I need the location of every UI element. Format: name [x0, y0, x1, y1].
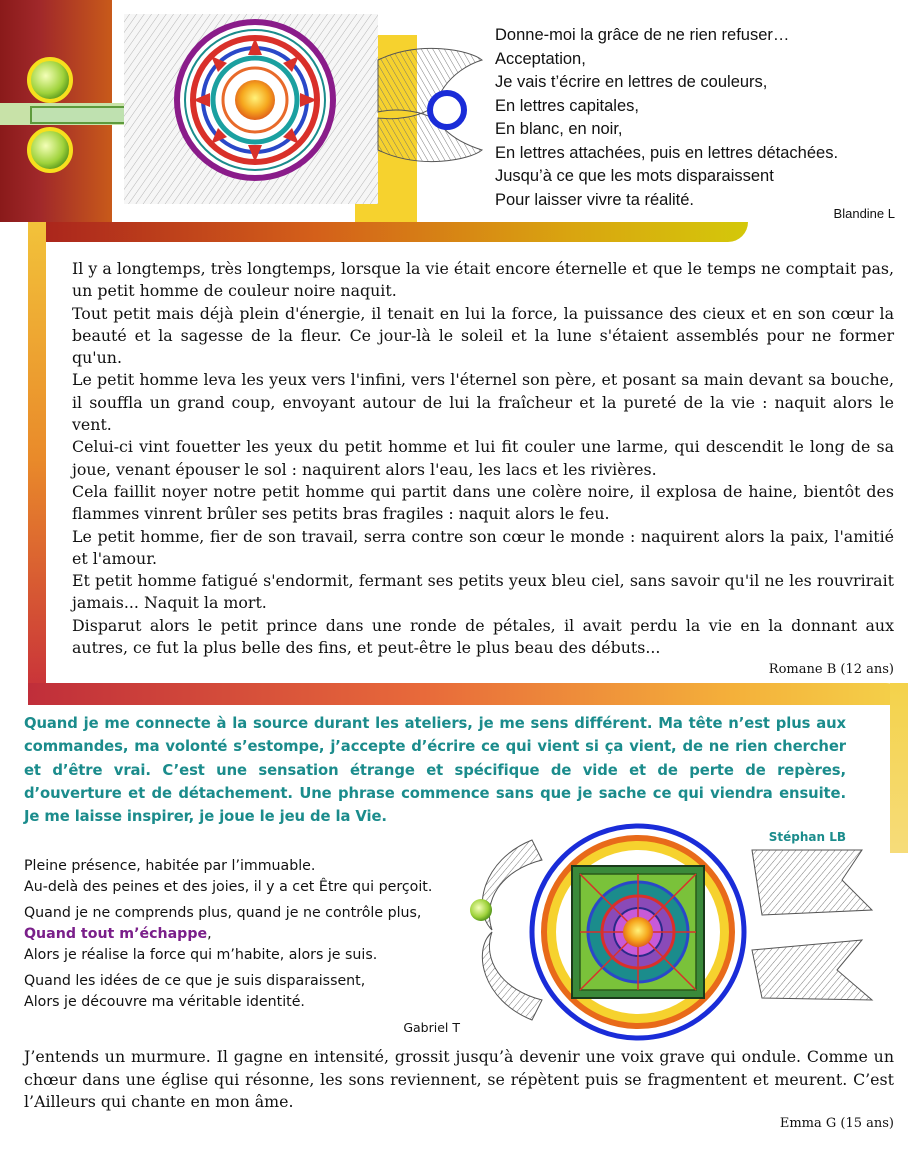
- story-paragraph: Tout petit mais déjà plein d'énergie, il tenait en lui la force, la puissance des cieux et en son cœur la beauté et la sagesse de la fleur. Ce jour-là le soleil et la lune s'étaient assemblés pour ne former qu'un.: [72, 303, 894, 368]
- poem-line: Je vais t’écrire en lettres de couleurs,: [495, 73, 768, 91]
- story-paragraph: Disparut alors le petit prince dans une ronde de pétales, il avait perdu la vie en la donnant aux autres, ce fut la plus belle des fins, et peut-être le plus beau des débuts...: [72, 615, 894, 658]
- story-paragraph: Cela faillit noyer notre petit homme qui partit dans une colère noire, il explosa de haine, bientôt des flammes vinrent brûler ses petits bras fragiles : naquit alors le feu.: [72, 481, 894, 524]
- story-paragraph: Et petit homme fatigué s'endormit, fermant ses petits yeux bleu ciel, sans savoir qu'il ne les rouvrirait jamais... Naquit la mort.: [72, 571, 894, 613]
- author-blandine: Blandine L: [833, 206, 895, 221]
- poem-line: Alors je découvre ma véritable identité.: [24, 994, 305, 1010]
- gabriel-poem: [24, 856, 464, 1018]
- poem-line: Donne-moi la grâce de ne rien refuser…: [495, 26, 790, 44]
- poem-stanza: [24, 903, 464, 966]
- story-paragraph: Il y a longtemps, très longtemps, lorsque la vie était encore éternelle et que le temps ne comptait pas, un petit homme de couleur noire naquit.: [72, 259, 894, 301]
- decorative-gradient-band-left: [28, 222, 46, 697]
- top-mandala-artwork: [0, 0, 490, 225]
- poem-stanza: [24, 856, 464, 898]
- author-stephan: Stéphan LB: [768, 830, 846, 844]
- author-emma: Emma G (15 ans): [779, 1116, 894, 1131]
- author-gabriel: Gabriel T: [403, 1020, 460, 1035]
- decorative-gradient-band-top: [28, 222, 748, 242]
- poem-stanza: [24, 971, 464, 1013]
- bottom-mandala-artwork: [462, 820, 902, 1045]
- story-text: [72, 258, 894, 659]
- poem-line: Pour laisser vivre ta réalité.: [495, 190, 694, 209]
- author-romane: Romane B (12 ans): [768, 662, 894, 677]
- poem-line: Au-delà des peines et des joies, il y a cet Être qui perçoit.: [24, 879, 433, 895]
- poem-line: Alors je réalise la force qui m’habite, alors je suis.: [24, 947, 378, 963]
- story-paragraph: Le petit homme, fier de son travail, serra contre son cœur le monde : naquirent alors la paix, l'amitié et l'amour.: [72, 526, 894, 568]
- highlighted-text: Quand tout m’échappe: [24, 926, 208, 942]
- poem-line: En blanc, en noir,: [495, 120, 623, 138]
- poem-line: Acceptation,: [495, 49, 586, 68]
- poem-top: [495, 24, 915, 212]
- story-paragraph: Le petit homme leva les yeux vers l'infini, vers l'éternel son père, et posant sa main devant sa bouche, il souffla un grand coup, envoyant autour de lui la fraîcheur et la pureté de la vie : naquit alors le vent.: [72, 370, 894, 435]
- poem-line: En lettres capitales,: [495, 96, 639, 115]
- poem-line: Quand les idées de ce que je suis disparaissent,: [24, 973, 366, 989]
- comma: ,: [207, 926, 212, 942]
- poem-line: Quand je ne comprends plus, quand je ne contrôle plus,: [24, 905, 422, 921]
- poem-line: Pleine présence, habitée par l’immuable.: [24, 858, 316, 874]
- story-paragraph: Celui-ci vint fouetter les yeux du petit homme et lui fit couler une larme, qui descendit le long de sa joue, venant épouser le sol : naquirent alors l'eau, les lacs et les rivières.: [72, 437, 894, 479]
- decorative-gradient-band-middle: [28, 683, 908, 705]
- stephan-text: Quand je me connecte à la source durant les ateliers, je me sens différent. Ma tête n’est plus aux commandes, ma volonté s’estompe, j’accepte d’écrire ce qui vient si ça vient, de ne rien chercher et d’être vrai. C’est une sensation étrange et spécifique de vide et de perte de repères, d’ouverture et de détachement. Une phrase commence sans que je sache ce qui viendra ensuite. Je me laisse inspirer, je joue le jeu de la Vie.: [24, 715, 846, 826]
- emma-paragraph: J’entends un murmure. Il gagne en intensité, grossit jusqu’à devenir une voix grave qui ondule. Comme un chœur dans une église qui résonne, les sons reviennent, se répètent puis se fragmentent et meurent. C’est l’Ailleurs qui chante en mon âme.: [24, 1047, 894, 1111]
- poem-line: En lettres attachées, puis en lettres détachées.: [495, 143, 839, 162]
- emma-text: [24, 1046, 894, 1114]
- poem-line: Jusqu’à ce que les mots disparaissent: [495, 167, 774, 185]
- poem-line: [24, 924, 464, 945]
